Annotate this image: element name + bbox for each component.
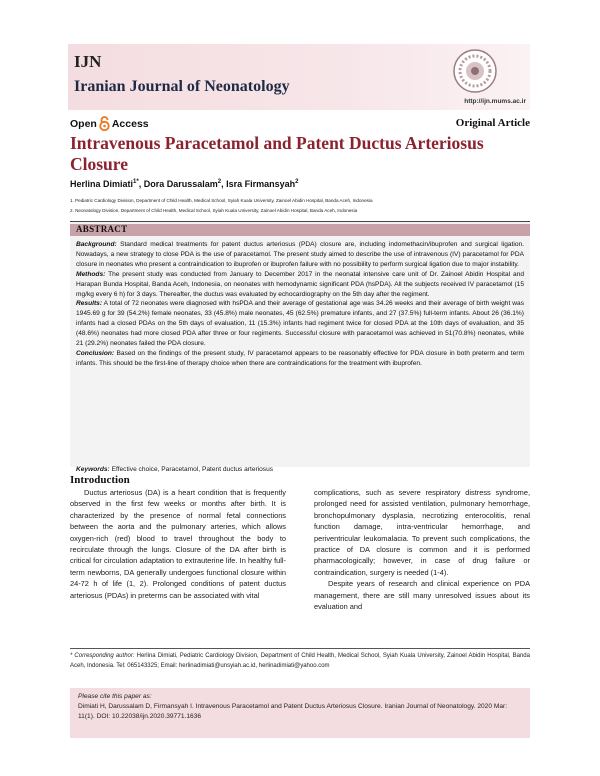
keywords-text: Effective choice, Paracetamol, Patent ductus arteriosus [111,466,274,473]
affiliation-line: 2. Neonatology Division, Department of Child Health, Medical School, Syiah Kuala University, Zainoel Abidin Hospital, Banda Aceh, Indonesia [70,208,358,213]
open-label: Open [70,117,97,130]
keywords [76,466,524,473]
corresponding-author-note [70,651,530,671]
results-text: A total of 72 neonates were diagnosed with hsPDA and their average of gestational age was 34.26 weeks and their average of birth weight was 1945.69 g for 39 (54.2%) female neonates, 33 (45.8%) male neonates, 45 (62.5%) premature infants, and 27 (37.5%) full-term infants. About 26 (36.1%) infants had a closed PDAs on the 5th days of evaluation, 11 (15.3%) infants had regiment twice for closed PDA at the 10th days of evaluation, and 35 (48.6%) neonates had more closed PDA after three or four regiments. Successful closure with paracetamol was achieved in 51(70.8%) neonates, while 21 (29.2%) neonates failed the PDA closure. [76,300,524,348]
author-name: Dora Darussalam [143,179,218,189]
abstract-heading-bar [70,224,530,236]
intro-left-column: Ductus arteriosus (DA) is a heart condition that is frequently observed in the first few weeks or months after birth. It is characterized by the presence of normal fetal connections between the aorta and the pulmonary arteries, which allows oxygen-rich (red) blood to travel throughout the body to recirculate through the lungs. Closure of the DA after birth is critical for circulation adaptation to extrauterine life. In healthy full-term newborns, DA generally undergoes functional closure within 24-72 h of life (1, 2). Prolonged conditions of patent ductus arteriosus (PDAs) in preterms can be associated with vital [70,488,286,600]
author-superscript: 2 [295,179,299,185]
journal-logo-icon [452,48,498,94]
abstract-heading: ABSTRACT [76,224,128,234]
affiliations [70,196,540,216]
corresponding-text: Herlina Dimiati, Pediatric Cardiology Division, Department of Child Health, Medical School, Syiah Kuala University, Zainoel Abidin Hospital, Banda Aceh, Indonesia. Tel: 065143325; Email: herlinadimiati@unsyiah.ac.id, herlinadimiati@yahoo.com [70,653,530,669]
journal-abbreviation: IJN [74,52,102,71]
conclusion-text: Based on the findings of the present study, IV paracetamol appears to be reasonably effective for PDA closure in both preterm and term infants. This should be the first-line of therapy choice when there are contraindications for the treatment with ibuprofen. [76,349,524,367]
author-superscript: 2 [217,179,222,185]
paper-title: Intravenous Paracetamol and Patent Ductus Arteriosus Closure [70,133,484,174]
intro-right-column [314,487,530,612]
abstract-background [76,240,524,270]
affiliation-line: 1. Pediatric Cardiology Division, Department of Child Health, Medical School, Syiah Kuala University, Zainoel Abidin Hospital, Banda Aceh, Indonesia [70,198,373,203]
open-access-lock-icon [99,116,110,131]
citation-label: Please cite this paper as: [78,693,152,700]
introduction-heading: Introduction [70,474,130,486]
results-label: Results: [76,300,103,308]
corresponding-label: * Corresponding author: [70,653,135,659]
citation-box [70,688,530,738]
journal-url-link[interactable]: http://ijn.mums.ac.ir [464,98,526,105]
author-list: Herlina Dimiati$^{1*}$, Dora Darussalam$^2$, Isra Firmansyah$^2$ [70,179,299,189]
conclusion-label: Conclusion: [76,349,115,357]
background-label: Background: [76,241,117,248]
author-name: Herlina Dimiati [70,179,134,189]
methods-text: The present study was conducted from January to December 2017 in the neonatal intensive care unit of Dr. Zainoel Abidin Hospital and Harapan Bunda Hospital, Banda Aceh, Indonesia, on neonates with hemodynamic significant PDA (hsPDA). All the subjects received IV paracetamol (15 mg/kg every 6 h) for 3 days. Thereafter, the ductus was evaluated by echocardiography on the 5th day after the regiment. [76,270,525,298]
intro-right-para: complications, such as severe respiratory distress syndrome, prolonged need for assisted ventilation, pulmonary hemorrhage, bronchopulmonary dysplasia, necrotizing enterocolitis, renal function damage, intra-ventricular hemorrhage, and periventricular leukomalacia. To prevent such complications, the practice of DA closure is common and it is performed pharmacologically; however, in case of drug failure or contraindication, surgery is needed (1-4). [314,488,530,577]
abstract-methods [76,270,524,300]
abstract-results [76,299,524,349]
article-type-label: Original Article [455,117,530,129]
access-label: Access [111,117,149,130]
abstract-conclusion [76,349,524,369]
footnote-divider [70,648,530,649]
abstract-body [76,240,524,369]
intro-right-para: Despite years of research and clinical experience on PDA management, there are still many unresolved issues about its evaluation and [314,579,530,612]
citation-text: Dimiati H, Darussalam D, Firmansyah I. Intravenous Paracetamol and Patent Ductus Arteriosus Closure. Iranian Journal of Neonatology. 2020 Mar: 11(1). DOI: 10.22038/ijn.2020.39771.1636 [78,703,508,720]
author-name: Isra Firmansyah [226,179,296,189]
author-superscript: 1* [133,179,139,185]
open-access-badge [70,116,149,131]
keywords-label: Keywords: [76,466,110,473]
background-text: Standard medical treatments for patent ductus arteriosus (PDA) closure are, including indomethacin/ibuprofen and surgical ligation. Nowadays, a new strategy to close PDA is the use of paracetamol. The present study aimed to describe the use of intravenous (IV) paracetamol for PDA closure in neonates who present a contraindication to ibuprofen or ibuprofen failure with no possibility to perform surgical ligation due to major instability. [76,241,524,268]
methods-label: Methods: [76,270,106,278]
journal-name: Iranian Journal of Neonatology [74,78,290,95]
